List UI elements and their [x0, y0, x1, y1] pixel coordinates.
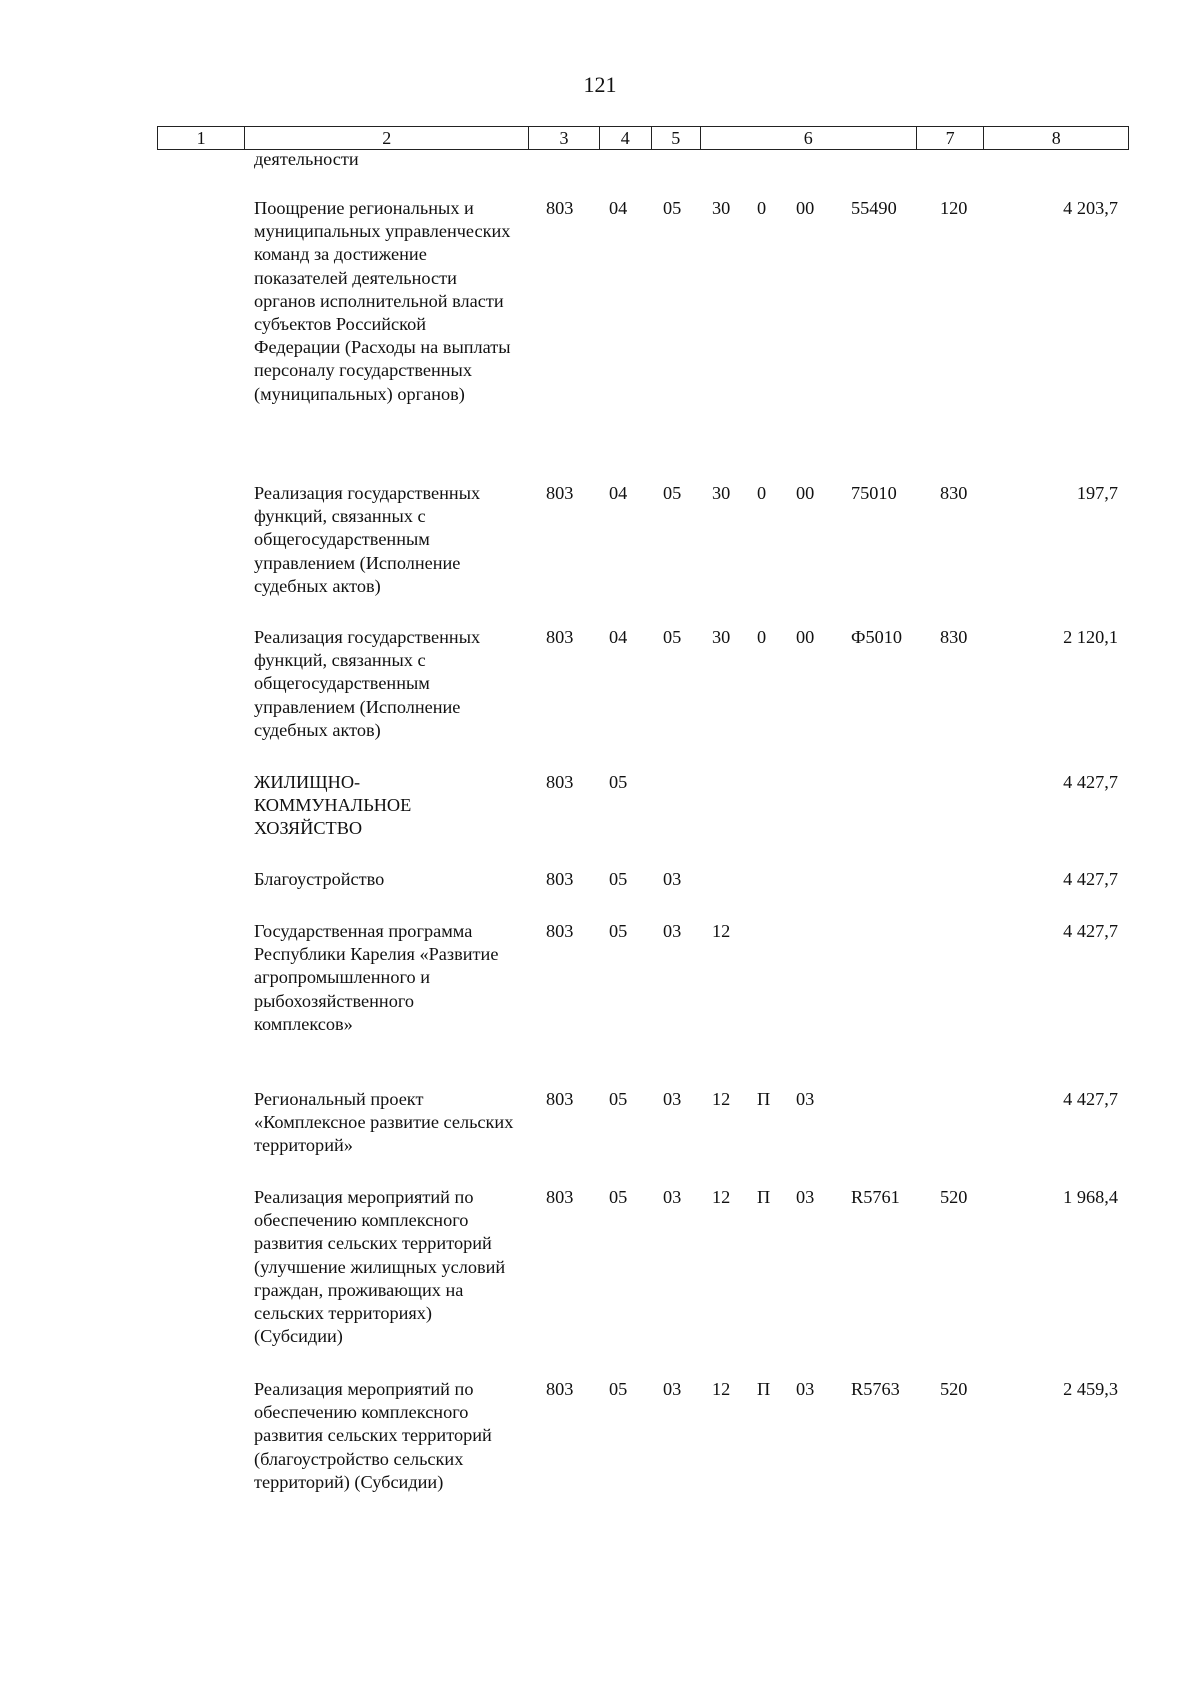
row-target-subprogram: 0: [757, 627, 767, 647]
row-code-3: 803: [546, 627, 574, 647]
row-code-3: 803: [546, 869, 574, 889]
row-target-main: 00: [796, 627, 815, 647]
row-code-3: 803: [546, 1379, 574, 1399]
row-amount: 4 427,7: [1063, 869, 1118, 889]
row-target-program: 30: [712, 198, 731, 218]
row-expense-type: 830: [940, 483, 968, 503]
row-code-4: 05: [609, 869, 628, 889]
row-target-direction: R5761: [851, 1187, 900, 1207]
row-description: деятельности: [254, 149, 359, 169]
row-amount: 2 120,1: [1063, 627, 1118, 647]
page-number: 121: [583, 72, 617, 97]
row-target-subprogram: 0: [757, 483, 767, 503]
row-code-4: 04: [609, 483, 628, 503]
row-code-3: 803: [546, 483, 574, 503]
row-target-program: 12: [712, 1187, 731, 1207]
row-target-direction: 55490: [851, 198, 897, 218]
row-expense-type: 120: [940, 198, 968, 218]
row-target-subprogram: П: [757, 1187, 771, 1207]
row-code-5: 05: [663, 198, 682, 218]
row-description: Государственная программа Республики Карелия «Развитие агропромышленного и рыбохозяйственного комплексов»: [254, 921, 499, 1034]
row-target-main: 00: [796, 483, 815, 503]
row-code-5: 03: [663, 1187, 682, 1207]
row-amount: 1 968,4: [1063, 1187, 1118, 1207]
row-target-direction: R5763: [851, 1379, 900, 1399]
row-description: Региональный проект «Комплексное развитие сельских территорий»: [254, 1089, 514, 1156]
row-description: Поощрение региональных и муниципальных управленческих команд за достижение показателей деятельности органов исполнительной власти субъектов Российской Федерации (Расходы на выплаты персоналу государственных (муниципальных) органов): [254, 198, 511, 404]
row-code-4: 05: [609, 921, 628, 941]
row-description: Реализация государственных функций, связанных с общегосударственным управлением (Исполнение судебных актов): [254, 483, 481, 596]
row-target-program: 12: [712, 1089, 731, 1109]
row-code-3: 803: [546, 198, 574, 218]
row-expense-type: 520: [940, 1187, 968, 1207]
header-col-5: 5: [651, 127, 700, 150]
row-amount: 4 427,7: [1063, 772, 1118, 792]
row-code-4: 04: [609, 627, 628, 647]
row-description: Реализация государственных функций, связанных с общегосударственным управлением (Исполнение судебных актов): [254, 627, 481, 740]
row-target-program: 12: [712, 1379, 731, 1399]
row-amount: 4 203,7: [1063, 198, 1118, 218]
row-code-3: 803: [546, 1187, 574, 1207]
row-code-5: 03: [663, 1379, 682, 1399]
row-code-5: 05: [663, 483, 682, 503]
header-col-8: 8: [984, 127, 1129, 150]
header-col-7: 7: [916, 127, 984, 150]
row-code-5: 03: [663, 1089, 682, 1109]
row-code-4: 04: [609, 198, 628, 218]
row-amount: 197,7: [1076, 483, 1118, 503]
row-description: ЖИЛИЩНО-КОММУНАЛЬНОЕ ХОЗЯЙСТВО: [254, 772, 412, 839]
header-col-3: 3: [529, 127, 600, 150]
row-code-5: 03: [663, 869, 682, 889]
row-code-5: 05: [663, 627, 682, 647]
row-code-3: 803: [546, 921, 574, 941]
row-code-4: 05: [609, 772, 628, 792]
row-code-4: 05: [609, 1187, 628, 1207]
row-target-subprogram: П: [757, 1089, 771, 1109]
row-target-direction: 75010: [851, 483, 897, 503]
row-description: Благоустройство: [254, 869, 385, 889]
row-code-4: 05: [609, 1379, 628, 1399]
row-target-main: 03: [796, 1089, 815, 1109]
header-col-1: 1: [158, 127, 245, 150]
row-target-main: 03: [796, 1379, 815, 1399]
header-col-6: 6: [700, 127, 916, 150]
row-target-subprogram: 0: [757, 198, 767, 218]
row-code-5: 03: [663, 921, 682, 941]
row-code-3: 803: [546, 772, 574, 792]
row-target-main: 03: [796, 1187, 815, 1207]
row-target-direction: Ф5010: [851, 627, 903, 647]
row-target-program: 12: [712, 921, 731, 941]
row-description: Реализация мероприятий по обеспечению комплексного развития сельских территорий (благоустройство сельских территорий) (Субсидии): [254, 1379, 492, 1492]
header-col-4: 4: [599, 127, 651, 150]
row-expense-type: 830: [940, 627, 968, 647]
header-col-2: 2: [245, 127, 529, 150]
row-description: Реализация мероприятий по обеспечению комплексного развития сельских территорий (улучшение жилищных условий граждан, проживающих на сельских территориях) (Субсидии): [254, 1187, 506, 1347]
row-target-subprogram: П: [757, 1379, 771, 1399]
row-amount: 2 459,3: [1063, 1379, 1118, 1399]
row-target-program: 30: [712, 483, 731, 503]
row-amount: 4 427,7: [1063, 921, 1118, 941]
row-target-main: 00: [796, 198, 815, 218]
row-expense-type: 520: [940, 1379, 968, 1399]
row-code-4: 05: [609, 1089, 628, 1109]
row-target-program: 30: [712, 627, 731, 647]
row-amount: 4 427,7: [1063, 1089, 1118, 1109]
row-code-3: 803: [546, 1089, 574, 1109]
